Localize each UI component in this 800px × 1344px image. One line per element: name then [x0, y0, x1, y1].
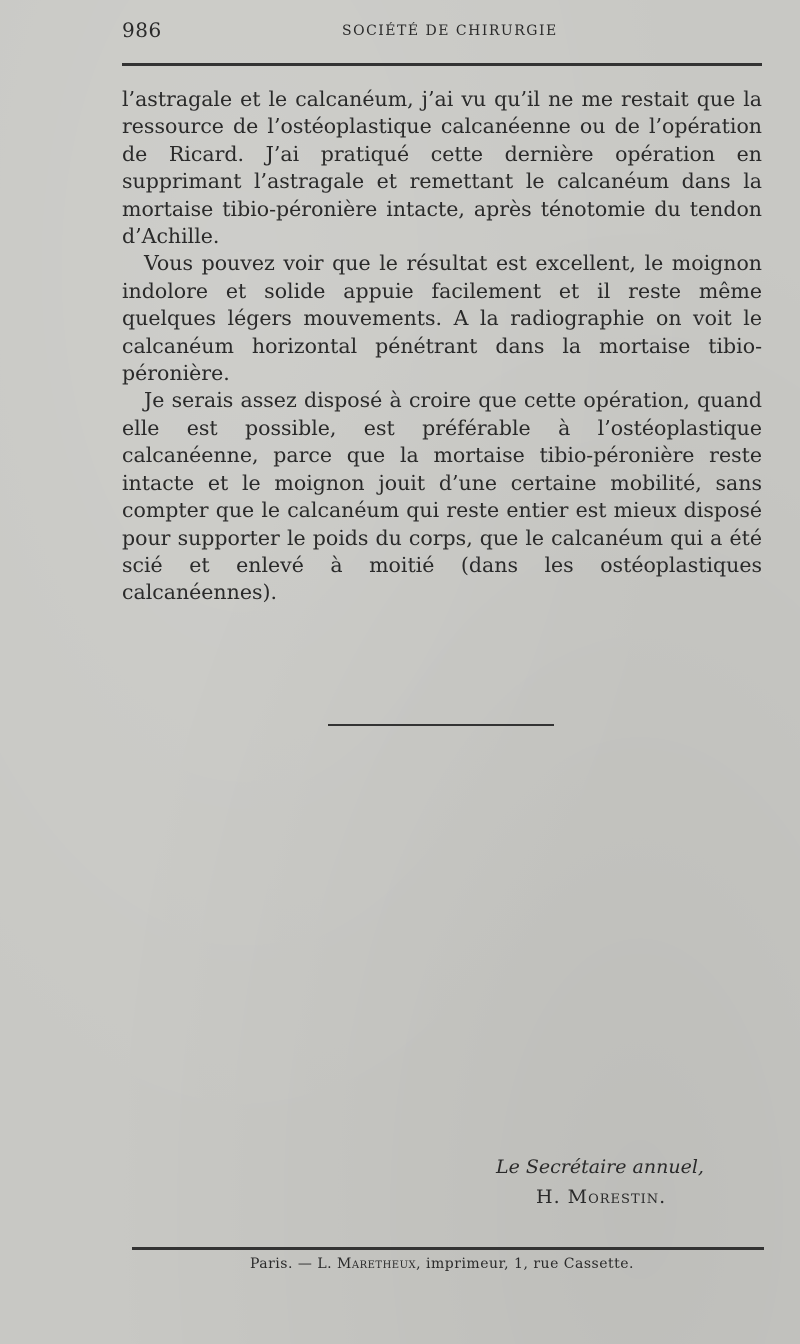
paragraph: Je serais assez disposé à croire que cette opération, quand elle est possible, est préférable à l’ostéoplastique calcanéenne, parce que la mortaise tibio-péronière reste intacte et le moignon jouit d’une certaine mobilité, sans compter que le calcanéum qui reste entier est mieux disposé pour supporter le poids du corps, que le calcanéum qui a été scié et enlevé à moitié (dans les ostéoplastiques calcanéennes).	[122, 388, 762, 605]
footer-rule	[132, 1247, 764, 1250]
imprint-line	[122, 1256, 762, 1272]
page-number: 986	[122, 18, 162, 42]
running-head	[122, 18, 762, 46]
signature-name: H. Morestin.	[536, 1186, 667, 1208]
paragraph: l’astragale et le calcanéum, j’ai vu qu’il ne me restait que la ressource de l’ostéoplastique calcanéenne ou de l’opération de Ricard. J’ai pratiqué cette dernière opération en supprimant l’astragale et remettant le calcanéum dans la mortaise tibio-péronière intacte, après ténotomie du tendon d’Achille.	[122, 87, 762, 249]
imprint-city: Paris. —	[249, 1256, 318, 1272]
section-divider	[328, 724, 554, 726]
imprint-address: , imprimeur, 1, rue Cassette.	[416, 1256, 635, 1272]
journal-title: SOCIÉTÉ DE CHIRURGIE	[342, 23, 558, 39]
header-rule	[122, 63, 762, 66]
body-text	[122, 86, 762, 607]
signature-role: Le Secrétaire annuel,	[496, 1156, 704, 1178]
imprint-printer: L. Maretheux	[317, 1256, 417, 1272]
paragraph: Vous pouvez voir que le résultat est excellent, le moignon indolore et solide appuie facilement et il reste même quelques légers mouvements. A la radiographie on voit le calcanéum horizontal pénétrant dans la mortaise tibio-péronière.	[122, 251, 762, 386]
signature-block	[440, 1152, 740, 1212]
